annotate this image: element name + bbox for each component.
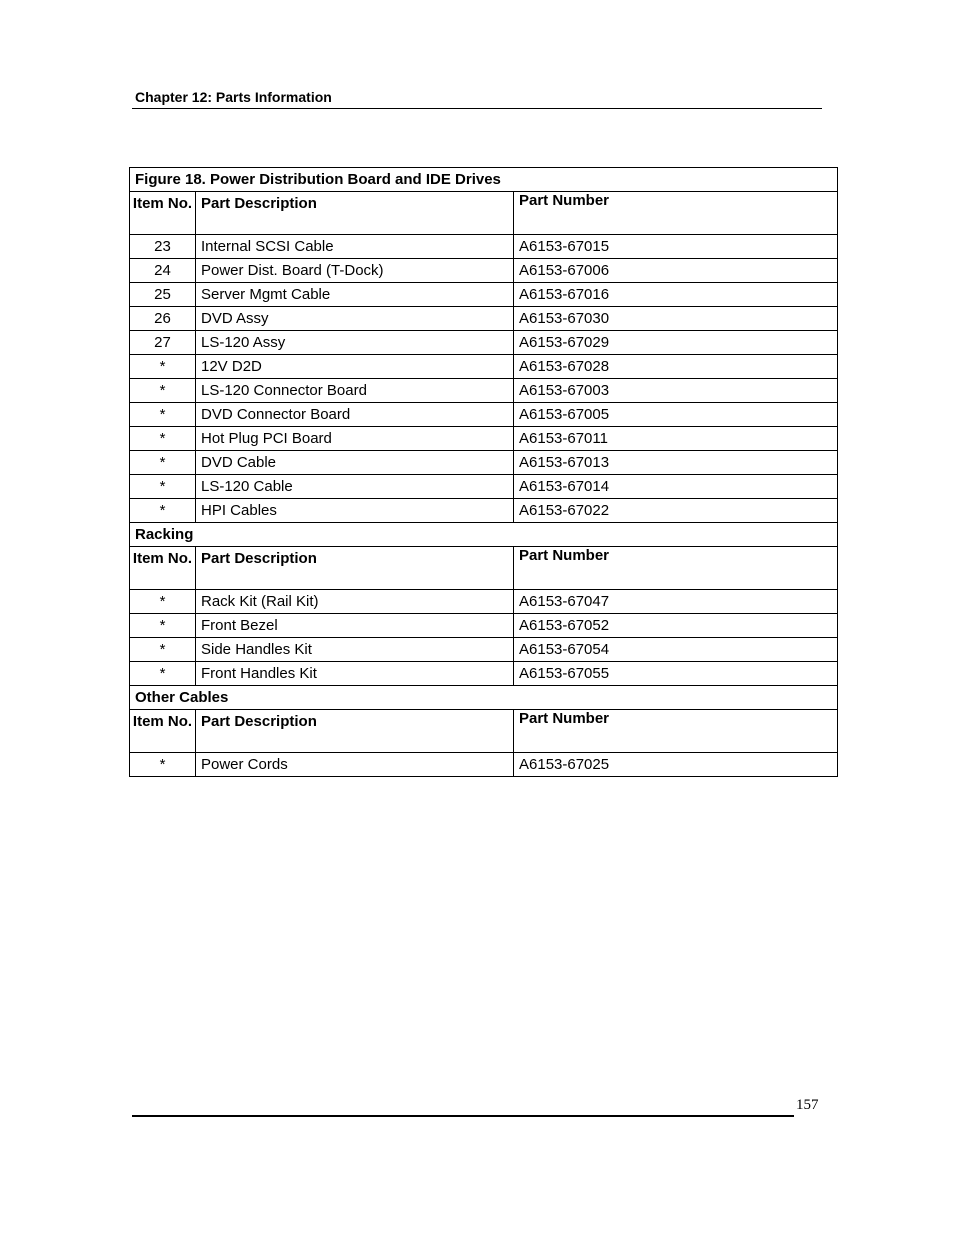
page-number: 157: [796, 1097, 819, 1113]
item-number-cell: 25: [130, 283, 196, 307]
column-header-description: Part Description: [196, 710, 514, 753]
item-number-cell: *: [130, 475, 196, 499]
part-number-cell: A6153-67011: [514, 427, 838, 451]
item-number-cell: *: [130, 638, 196, 662]
part-description-cell: Power Cords: [196, 753, 514, 777]
part-description-cell: Internal SCSI Cable: [196, 235, 514, 259]
item-number-cell: 24: [130, 259, 196, 283]
table-row: [130, 379, 838, 403]
item-number-cell: 23: [130, 235, 196, 259]
header-rule: [132, 108, 822, 109]
part-description-cell: Server Mgmt Cable: [196, 283, 514, 307]
table-row: [130, 638, 838, 662]
part-description-cell: Hot Plug PCI Board: [196, 427, 514, 451]
part-description-cell: Rack Kit (Rail Kit): [196, 590, 514, 614]
item-number-cell: *: [130, 499, 196, 523]
part-description-cell: 12V D2D: [196, 355, 514, 379]
column-header-part-number: Part Number: [514, 547, 838, 590]
table-row: [130, 590, 838, 614]
table-row: [130, 235, 838, 259]
part-number-cell: A6153-67015: [514, 235, 838, 259]
footer-rule: [132, 1115, 794, 1117]
item-number-cell: *: [130, 753, 196, 777]
column-header-row: [130, 547, 838, 590]
item-number-cell: *: [130, 451, 196, 475]
part-number-cell: A6153-67029: [514, 331, 838, 355]
part-description-cell: DVD Cable: [196, 451, 514, 475]
part-number-cell: A6153-67006: [514, 259, 838, 283]
part-description-cell: LS-120 Connector Board: [196, 379, 514, 403]
column-header-description: Part Description: [196, 547, 514, 590]
part-number-cell: A6153-67028: [514, 355, 838, 379]
column-header-part-number: Part Number: [514, 710, 838, 753]
column-header-item: Item No.: [130, 710, 196, 753]
table-row: [130, 427, 838, 451]
column-header-part-number: Part Number: [514, 192, 838, 235]
table-row: [130, 403, 838, 427]
table-row: [130, 307, 838, 331]
item-number-cell: 27: [130, 331, 196, 355]
item-number-cell: *: [130, 662, 196, 686]
part-description-cell: DVD Assy: [196, 307, 514, 331]
table-row: [130, 753, 838, 777]
part-number-cell: A6153-67013: [514, 451, 838, 475]
table-row: [130, 614, 838, 638]
section-title-row: [130, 523, 838, 547]
column-header-row: [130, 192, 838, 235]
column-header-row: [130, 710, 838, 753]
section-title: Other Cables: [130, 686, 838, 710]
section-title-row: [130, 686, 838, 710]
item-number-cell: *: [130, 403, 196, 427]
part-number-cell: A6153-67022: [514, 499, 838, 523]
item-number-cell: *: [130, 590, 196, 614]
part-number-cell: A6153-67014: [514, 475, 838, 499]
item-number-cell: 26: [130, 307, 196, 331]
part-description-cell: DVD Connector Board: [196, 403, 514, 427]
part-description-cell: HPI Cables: [196, 499, 514, 523]
section-title-row: [130, 168, 838, 192]
column-header-description: Part Description: [196, 192, 514, 235]
section-title: Figure 18. Power Distribution Board and IDE Drives: [130, 168, 838, 192]
item-number-cell: *: [130, 379, 196, 403]
table-row: [130, 499, 838, 523]
part-description-cell: Side Handles Kit: [196, 638, 514, 662]
table-row: [130, 259, 838, 283]
item-number-cell: *: [130, 355, 196, 379]
item-number-cell: *: [130, 427, 196, 451]
part-number-cell: A6153-67055: [514, 662, 838, 686]
column-header-item: Item No.: [130, 547, 196, 590]
part-description-cell: Power Dist. Board (T-Dock): [196, 259, 514, 283]
chapter-header: Chapter 12: Parts Information: [135, 89, 332, 105]
part-number-cell: A6153-67016: [514, 283, 838, 307]
part-number-cell: A6153-67047: [514, 590, 838, 614]
part-number-cell: A6153-67005: [514, 403, 838, 427]
part-number-cell: A6153-67030: [514, 307, 838, 331]
section-title: Racking: [130, 523, 838, 547]
part-description-cell: Front Handles Kit: [196, 662, 514, 686]
parts-table: [129, 167, 838, 777]
table-row: [130, 451, 838, 475]
part-description-cell: LS-120 Cable: [196, 475, 514, 499]
part-description-cell: LS-120 Assy: [196, 331, 514, 355]
part-number-cell: A6153-67054: [514, 638, 838, 662]
table-row: [130, 355, 838, 379]
part-number-cell: A6153-67003: [514, 379, 838, 403]
part-number-cell: A6153-67052: [514, 614, 838, 638]
table-row: [130, 662, 838, 686]
table-row: [130, 331, 838, 355]
parts-table-body: [130, 168, 838, 777]
table-row: [130, 283, 838, 307]
item-number-cell: *: [130, 614, 196, 638]
column-header-item: Item No.: [130, 192, 196, 235]
table-row: [130, 475, 838, 499]
part-number-cell: A6153-67025: [514, 753, 838, 777]
part-description-cell: Front Bezel: [196, 614, 514, 638]
